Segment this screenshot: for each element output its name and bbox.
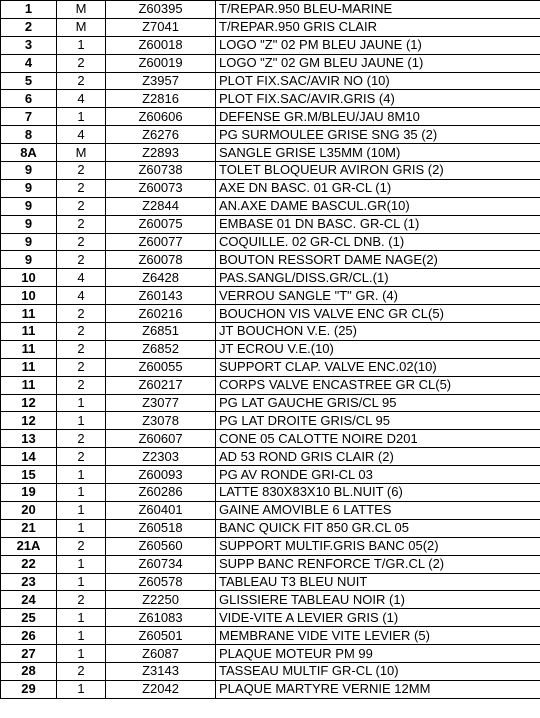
part-code-cell: Z61083 xyxy=(106,609,216,627)
part-code-cell: Z3143 xyxy=(106,662,216,680)
part-ref-cell: 3 xyxy=(1,36,57,54)
part-code-cell: Z60734 xyxy=(106,555,216,573)
part-qty-cell: 2 xyxy=(57,662,106,680)
part-code-cell: Z2303 xyxy=(106,448,216,466)
part-ref-cell: 14 xyxy=(1,448,57,466)
part-ref-cell: 26 xyxy=(1,627,57,645)
part-code-cell: Z6852 xyxy=(106,340,216,358)
part-ref-cell: 21 xyxy=(1,519,57,537)
part-ref-cell: 9 xyxy=(1,197,57,215)
table-row xyxy=(1,72,540,90)
part-qty-cell: 2 xyxy=(57,591,106,609)
part-qty-cell: 2 xyxy=(57,340,106,358)
part-qty-cell: 1 xyxy=(57,680,106,698)
part-code-cell: Z60217 xyxy=(106,376,216,394)
part-code-cell: Z60055 xyxy=(106,358,216,376)
part-code-cell: Z7041 xyxy=(106,18,216,36)
part-qty-cell: 1 xyxy=(57,484,106,502)
table-row xyxy=(1,430,540,448)
part-description-cell: JT BOUCHON V.E. (25) xyxy=(216,323,540,341)
part-qty-cell: 2 xyxy=(57,197,106,215)
table-row xyxy=(1,305,540,323)
part-description-cell: BOUCHON VIS VALVE ENC GR CL(5) xyxy=(216,305,540,323)
part-description-cell: BANC QUICK FIT 850 GR.CL 05 xyxy=(216,519,540,537)
part-qty-cell: 1 xyxy=(57,627,106,645)
part-description-cell: TABLEAU T3 BLEU NUIT xyxy=(216,573,540,591)
part-ref-cell: 11 xyxy=(1,358,57,376)
part-description-cell: PG SURMOULEE GRISE SNG 35 (2) xyxy=(216,126,540,144)
table-row xyxy=(1,90,540,108)
part-code-cell: Z2042 xyxy=(106,680,216,698)
part-description-cell: LOGO "Z" 02 GM BLEU JAUNE (1) xyxy=(216,54,540,72)
table-row xyxy=(1,108,540,126)
part-qty-cell: 1 xyxy=(57,501,106,519)
part-description-cell: CORPS VALVE ENCASTREE GR CL(5) xyxy=(216,376,540,394)
part-ref-cell: 9 xyxy=(1,251,57,269)
part-description-cell: T/REPAR.950 GRIS CLAIR xyxy=(216,18,540,36)
part-description-cell: AD 53 ROND GRIS CLAIR (2) xyxy=(216,448,540,466)
part-ref-cell: 9 xyxy=(1,233,57,251)
table-row xyxy=(1,484,540,502)
part-description-cell: DEFENSE GR.M/BLEU/JAU 8M10 xyxy=(216,108,540,126)
part-description-cell: PAS.SANGL/DISS.GR/CL.(1) xyxy=(216,269,540,287)
part-description-cell: SUPPORT MULTIF.GRIS BANC 05(2) xyxy=(216,537,540,555)
part-qty-cell: 2 xyxy=(57,537,106,555)
part-qty-cell: 2 xyxy=(57,430,106,448)
part-qty-cell: 4 xyxy=(57,90,106,108)
part-description-cell: BOUTON RESSORT DAME NAGE(2) xyxy=(216,251,540,269)
part-description-cell: PG LAT DROITE GRIS/CL 95 xyxy=(216,412,540,430)
part-ref-cell: 1 xyxy=(1,1,57,19)
part-qty-cell: 2 xyxy=(57,251,106,269)
table-row xyxy=(1,448,540,466)
part-code-cell: Z60077 xyxy=(106,233,216,251)
part-description-cell: SANGLE GRISE L35MM (10M) xyxy=(216,144,540,162)
table-row xyxy=(1,358,540,376)
part-code-cell: Z60395 xyxy=(106,1,216,19)
part-description-cell: EMBASE 01 DN BASC. GR-CL (1) xyxy=(216,215,540,233)
table-row xyxy=(1,269,540,287)
table-row xyxy=(1,573,540,591)
part-ref-cell: 8A xyxy=(1,144,57,162)
table-row xyxy=(1,412,540,430)
part-description-cell: PG LAT GAUCHE GRIS/CL 95 xyxy=(216,394,540,412)
part-qty-cell: 4 xyxy=(57,269,106,287)
part-qty-cell: 4 xyxy=(57,126,106,144)
part-code-cell: Z60606 xyxy=(106,108,216,126)
table-row xyxy=(1,591,540,609)
part-qty-cell: M xyxy=(57,18,106,36)
part-description-cell: AN.AXE DAME BASCUL.GR(10) xyxy=(216,197,540,215)
part-code-cell: Z60143 xyxy=(106,287,216,305)
part-qty-cell: 2 xyxy=(57,215,106,233)
part-ref-cell: 9 xyxy=(1,179,57,197)
part-qty-cell: 2 xyxy=(57,305,106,323)
part-description-cell: CONE 05 CALOTTE NOIRE D201 xyxy=(216,430,540,448)
part-code-cell: Z2844 xyxy=(106,197,216,215)
table-row xyxy=(1,537,540,555)
part-ref-cell: 4 xyxy=(1,54,57,72)
table-row xyxy=(1,501,540,519)
part-description-cell: VIDE-VITE A LEVIER GRIS (1) xyxy=(216,609,540,627)
part-code-cell: Z60093 xyxy=(106,466,216,484)
table-row xyxy=(1,54,540,72)
part-code-cell: Z60018 xyxy=(106,36,216,54)
table-row xyxy=(1,519,540,537)
table-row xyxy=(1,36,540,54)
table-row xyxy=(1,18,540,36)
part-qty-cell: 2 xyxy=(57,162,106,180)
part-code-cell: Z6276 xyxy=(106,126,216,144)
part-description-cell: GLISSIERE TABLEAU NOIR (1) xyxy=(216,591,540,609)
part-ref-cell: 22 xyxy=(1,555,57,573)
table-row xyxy=(1,215,540,233)
part-qty-cell: 2 xyxy=(57,448,106,466)
part-ref-cell: 25 xyxy=(1,609,57,627)
parts-table-body xyxy=(1,1,540,699)
table-row xyxy=(1,627,540,645)
part-ref-cell: 5 xyxy=(1,72,57,90)
part-ref-cell: 13 xyxy=(1,430,57,448)
table-row xyxy=(1,466,540,484)
part-code-cell: Z60078 xyxy=(106,251,216,269)
table-row xyxy=(1,645,540,663)
part-description-cell: JT ECROU V.E.(10) xyxy=(216,340,540,358)
part-code-cell: Z60075 xyxy=(106,215,216,233)
part-qty-cell: 2 xyxy=(57,233,106,251)
part-ref-cell: 20 xyxy=(1,501,57,519)
part-qty-cell: 1 xyxy=(57,108,106,126)
table-row xyxy=(1,162,540,180)
part-qty-cell: 1 xyxy=(57,412,106,430)
part-code-cell: Z60738 xyxy=(106,162,216,180)
part-description-cell: SUPPORT CLAP. VALVE ENC.02(10) xyxy=(216,358,540,376)
part-code-cell: Z3957 xyxy=(106,72,216,90)
table-row xyxy=(1,680,540,698)
part-description-cell: MEMBRANE VIDE VITE LEVIER (5) xyxy=(216,627,540,645)
part-ref-cell: 15 xyxy=(1,466,57,484)
part-qty-cell: 2 xyxy=(57,54,106,72)
part-ref-cell: 11 xyxy=(1,323,57,341)
part-ref-cell: 11 xyxy=(1,340,57,358)
table-row xyxy=(1,251,540,269)
part-qty-cell: 2 xyxy=(57,323,106,341)
part-description-cell: SUPP BANC RENFORCE T/GR.CL (2) xyxy=(216,555,540,573)
part-description-cell: T/REPAR.950 BLEU-MARINE xyxy=(216,1,540,19)
part-description-cell: GAINE AMOVIBLE 6 LATTES xyxy=(216,501,540,519)
part-code-cell: Z60401 xyxy=(106,501,216,519)
part-qty-cell: 1 xyxy=(57,394,106,412)
table-row xyxy=(1,662,540,680)
part-code-cell: Z2250 xyxy=(106,591,216,609)
part-description-cell: LOGO "Z" 02 PM BLEU JAUNE (1) xyxy=(216,36,540,54)
table-row xyxy=(1,394,540,412)
part-ref-cell: 19 xyxy=(1,484,57,502)
part-qty-cell: 1 xyxy=(57,555,106,573)
part-description-cell: LATTE 830X83X10 BL.NUIT (6) xyxy=(216,484,540,502)
part-qty-cell: 2 xyxy=(57,376,106,394)
part-ref-cell: 21A xyxy=(1,537,57,555)
part-description-cell: TASSEAU MULTIF GR-CL (10) xyxy=(216,662,540,680)
part-ref-cell: 2 xyxy=(1,18,57,36)
table-row xyxy=(1,197,540,215)
part-ref-cell: 10 xyxy=(1,287,57,305)
part-description-cell: PG AV RONDE GRI-CL 03 xyxy=(216,466,540,484)
part-description-cell: COQUILLE. 02 GR-CL DNB. (1) xyxy=(216,233,540,251)
part-qty-cell: 1 xyxy=(57,466,106,484)
part-code-cell: Z60578 xyxy=(106,573,216,591)
part-code-cell: Z6087 xyxy=(106,645,216,663)
part-ref-cell: 12 xyxy=(1,412,57,430)
table-row xyxy=(1,126,540,144)
part-qty-cell: 1 xyxy=(57,36,106,54)
part-ref-cell: 23 xyxy=(1,573,57,591)
part-qty-cell: 1 xyxy=(57,609,106,627)
part-ref-cell: 8 xyxy=(1,126,57,144)
part-qty-cell: 2 xyxy=(57,72,106,90)
part-code-cell: Z6428 xyxy=(106,269,216,287)
part-qty-cell: 1 xyxy=(57,519,106,537)
table-row xyxy=(1,340,540,358)
part-ref-cell: 28 xyxy=(1,662,57,680)
part-ref-cell: 9 xyxy=(1,215,57,233)
part-code-cell: Z3078 xyxy=(106,412,216,430)
part-description-cell: PLOT FIX.SAC/AVIR NO (10) xyxy=(216,72,540,90)
part-qty-cell: 2 xyxy=(57,179,106,197)
table-row xyxy=(1,323,540,341)
part-qty-cell: 4 xyxy=(57,287,106,305)
part-ref-cell: 6 xyxy=(1,90,57,108)
part-description-cell: PLOT FIX.SAC/AVIR.GRIS (4) xyxy=(216,90,540,108)
part-code-cell: Z2816 xyxy=(106,90,216,108)
table-row xyxy=(1,555,540,573)
part-qty-cell: 1 xyxy=(57,573,106,591)
part-description-cell: AXE DN BASC. 01 GR-CL (1) xyxy=(216,179,540,197)
part-code-cell: Z60518 xyxy=(106,519,216,537)
part-code-cell: Z60286 xyxy=(106,484,216,502)
part-description-cell: VERROU SANGLE "T" GR. (4) xyxy=(216,287,540,305)
part-qty-cell: 2 xyxy=(57,358,106,376)
part-ref-cell: 12 xyxy=(1,394,57,412)
part-code-cell: Z60501 xyxy=(106,627,216,645)
table-row xyxy=(1,144,540,162)
part-description-cell: PLAQUE MOTEUR PM 99 xyxy=(216,645,540,663)
part-ref-cell: 24 xyxy=(1,591,57,609)
part-ref-cell: 29 xyxy=(1,680,57,698)
part-ref-cell: 27 xyxy=(1,645,57,663)
part-code-cell: Z60560 xyxy=(106,537,216,555)
part-code-cell: Z60216 xyxy=(106,305,216,323)
part-description-cell: TOLET BLOQUEUR AVIRON GRIS (2) xyxy=(216,162,540,180)
table-row xyxy=(1,1,540,19)
table-row xyxy=(1,287,540,305)
part-ref-cell: 11 xyxy=(1,305,57,323)
part-ref-cell: 10 xyxy=(1,269,57,287)
part-ref-cell: 7 xyxy=(1,108,57,126)
part-code-cell: Z60019 xyxy=(106,54,216,72)
part-code-cell: Z2893 xyxy=(106,144,216,162)
table-row xyxy=(1,233,540,251)
part-qty-cell: M xyxy=(57,144,106,162)
part-description-cell: PLAQUE MARTYRE VERNIE 12MM xyxy=(216,680,540,698)
part-ref-cell: 11 xyxy=(1,376,57,394)
table-row xyxy=(1,179,540,197)
part-code-cell: Z3077 xyxy=(106,394,216,412)
part-code-cell: Z6851 xyxy=(106,323,216,341)
table-row xyxy=(1,376,540,394)
table-row xyxy=(1,609,540,627)
part-code-cell: Z60607 xyxy=(106,430,216,448)
part-qty-cell: M xyxy=(57,1,106,19)
part-ref-cell: 9 xyxy=(1,162,57,180)
part-code-cell: Z60073 xyxy=(106,179,216,197)
part-qty-cell: 1 xyxy=(57,645,106,663)
